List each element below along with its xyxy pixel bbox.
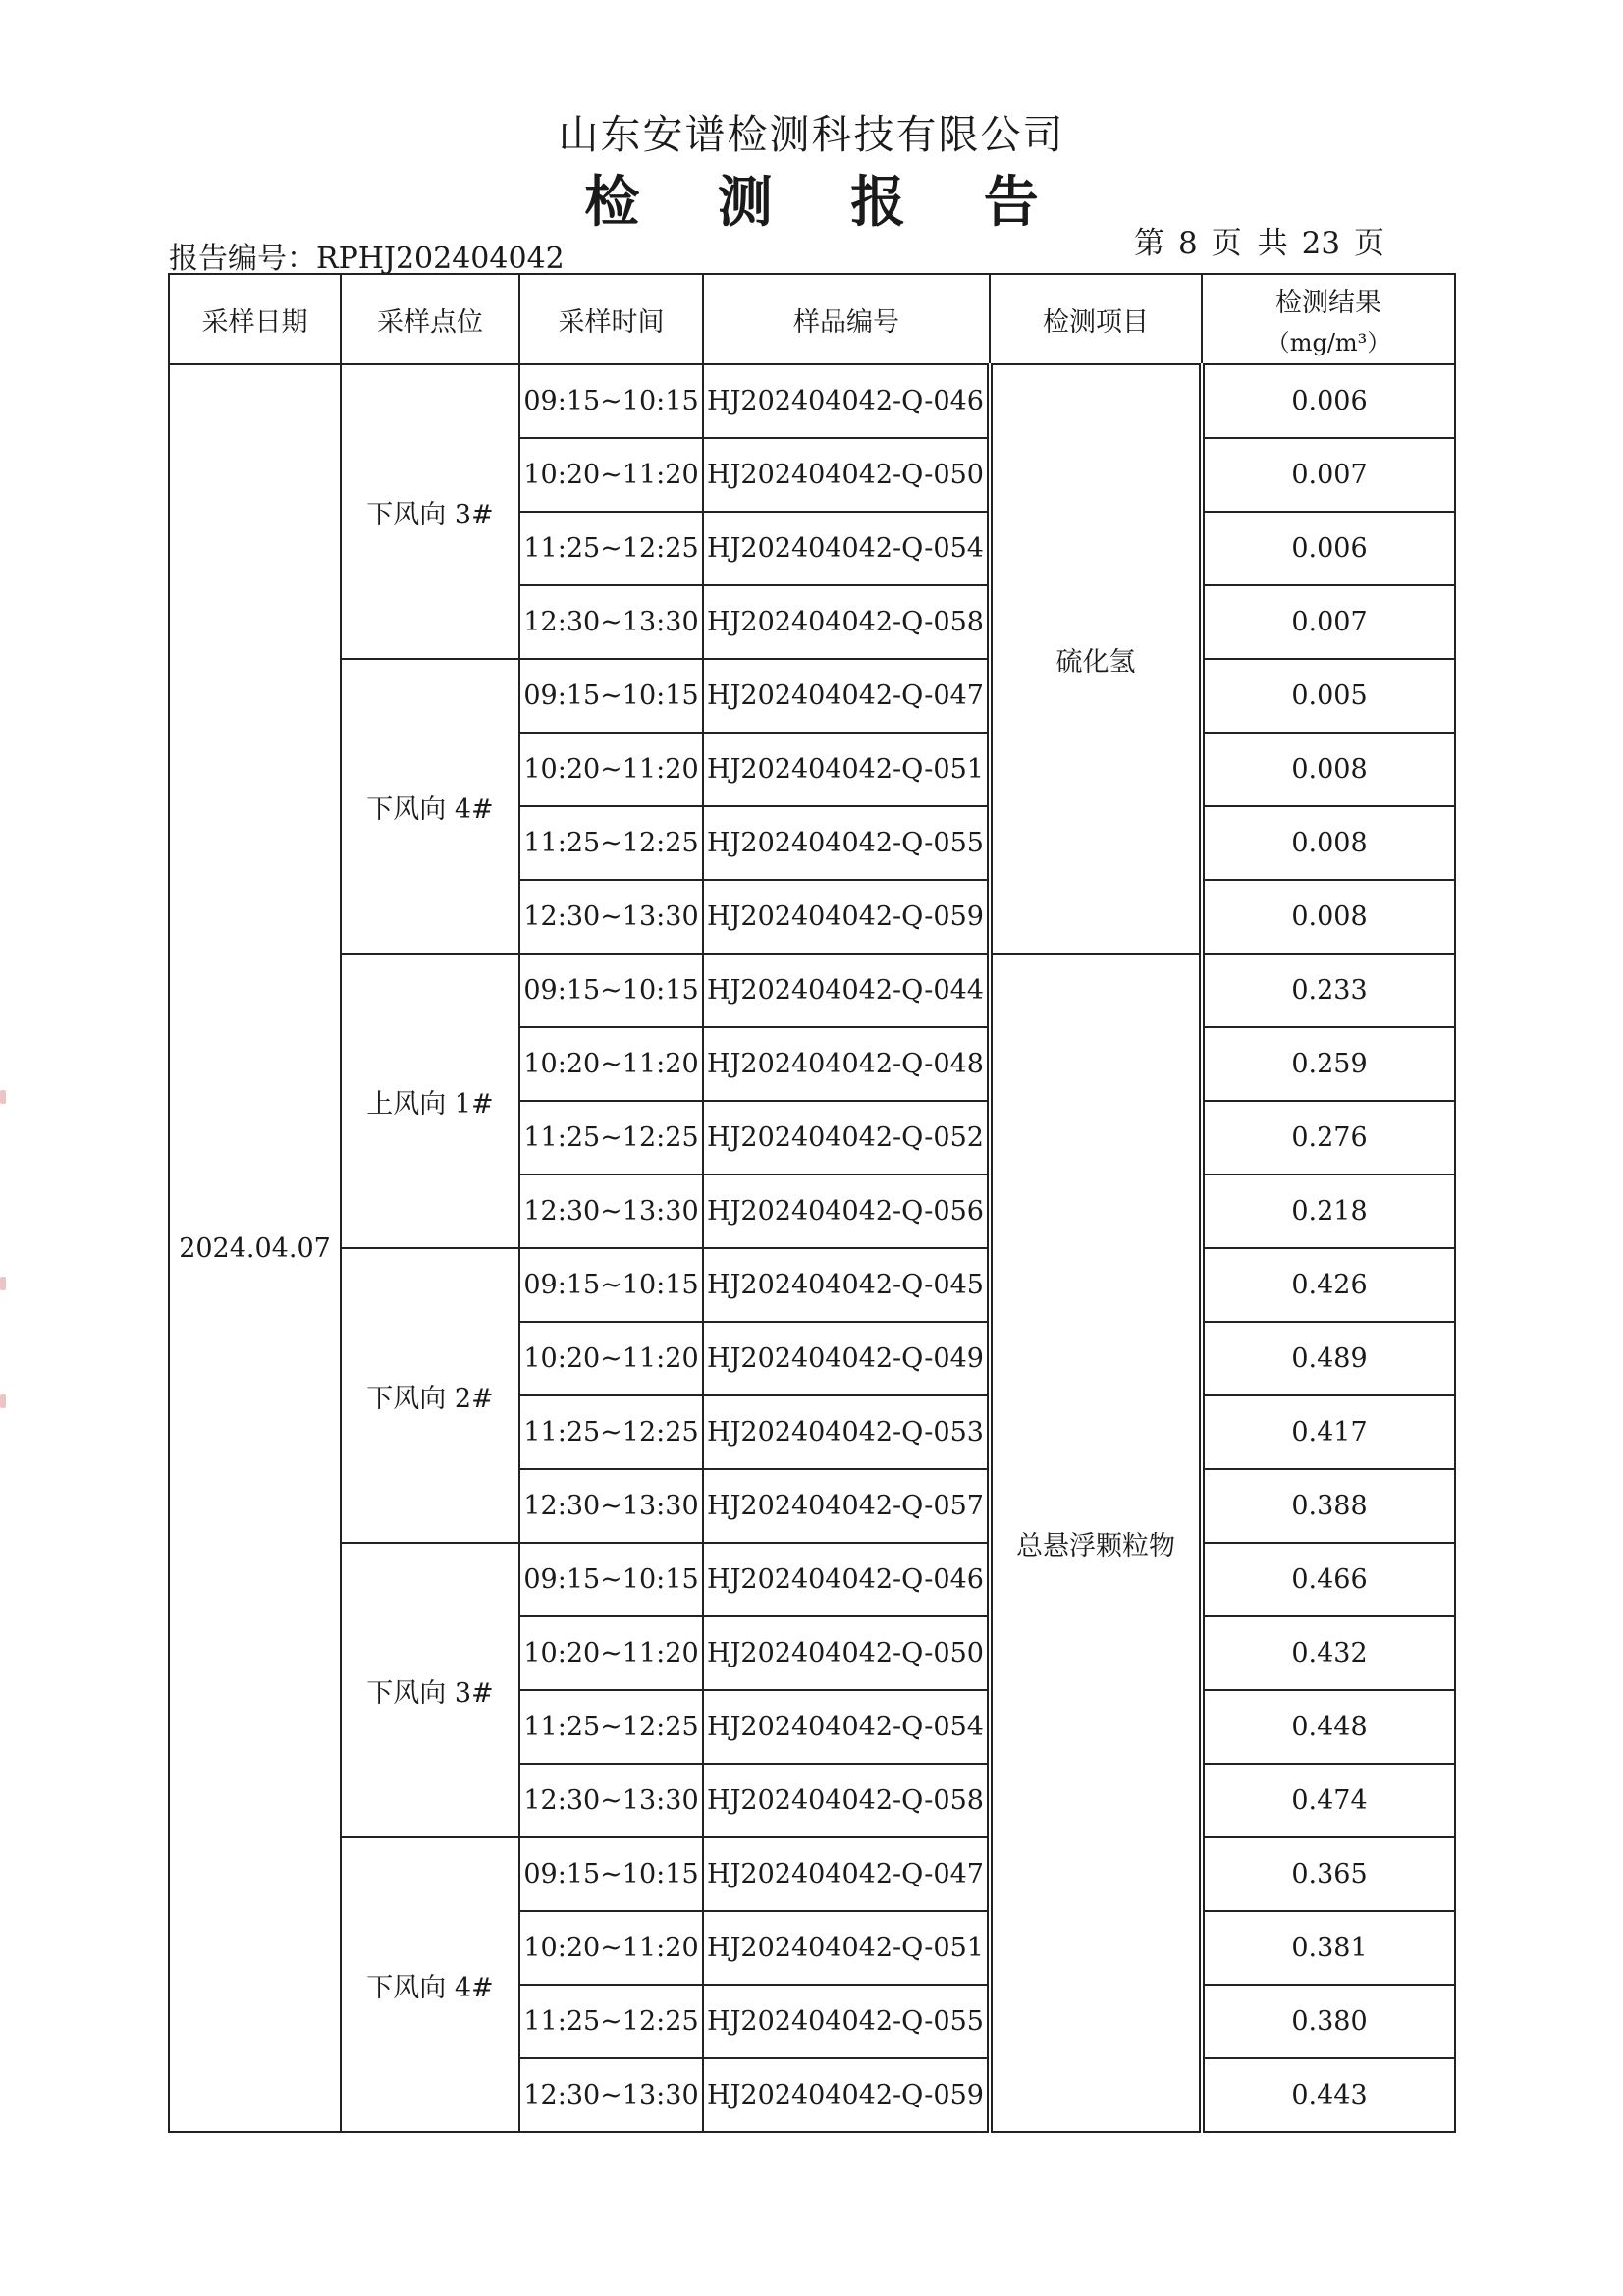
result-value-cell: 0.443 — [1202, 2058, 1455, 2132]
result-value-cell: 0.365 — [1202, 1837, 1455, 1911]
sampling-time-cell: 09:15~10:15 — [519, 954, 703, 1027]
page-suffix: 页 — [1354, 226, 1385, 261]
page-middle: 页 共 — [1211, 226, 1288, 261]
result-value-cell: 0.259 — [1202, 1027, 1455, 1101]
sampling-time-cell: 09:15~10:15 — [519, 1837, 703, 1911]
sampling-point-cell: 下风向 4# — [341, 659, 519, 954]
sample-id-cell: HJ202404042-Q-044 — [703, 954, 990, 1027]
result-value-cell: 0.276 — [1202, 1101, 1455, 1175]
sampling-time-cell: 09:15~10:15 — [519, 659, 703, 733]
sampling-time-cell: 10:20~11:20 — [519, 438, 703, 512]
table-row — [169, 1543, 1455, 1616]
sampling-time-cell: 12:30~13:30 — [519, 2058, 703, 2132]
sample-id-cell: HJ202404042-Q-055 — [703, 806, 990, 880]
result-value-cell: 0.007 — [1202, 438, 1455, 512]
sampling-time-cell: 11:25~12:25 — [519, 1395, 703, 1469]
result-value-cell: 0.006 — [1202, 364, 1455, 438]
page-total: 23 — [1301, 226, 1341, 261]
result-value-cell: 0.380 — [1202, 1985, 1455, 2058]
sampling-time-cell: 11:25~12:25 — [519, 806, 703, 880]
result-value-cell: 0.388 — [1202, 1469, 1455, 1543]
table-row — [169, 1837, 1455, 1911]
sampling-time-cell: 10:20~11:20 — [519, 1322, 703, 1395]
sampling-time-cell: 12:30~13:30 — [519, 585, 703, 659]
sample-id-cell: HJ202404042-Q-059 — [703, 2058, 990, 2132]
sampling-time-cell: 11:25~12:25 — [519, 1690, 703, 1764]
sampling-time-cell: 11:25~12:25 — [519, 1101, 703, 1175]
header-point: 采样点位 — [341, 274, 519, 364]
seal-edge-mark — [0, 1394, 6, 1408]
test-item-cell: 硫化氢 — [990, 364, 1202, 954]
header-result — [1202, 274, 1455, 364]
result-value-cell: 0.006 — [1202, 512, 1455, 585]
result-value-cell: 0.432 — [1202, 1616, 1455, 1690]
results-table — [168, 273, 1456, 2133]
sampling-time-cell: 12:30~13:30 — [519, 1469, 703, 1543]
sampling-point-cell: 下风向 3# — [341, 1543, 519, 1837]
sampling-date-cell: 2024.04.07 — [169, 364, 341, 2132]
result-value-cell: 0.008 — [1202, 880, 1455, 954]
sample-id-cell: HJ202404042-Q-049 — [703, 1322, 990, 1395]
sample-id-cell: HJ202404042-Q-047 — [703, 1837, 990, 1911]
report-number: 报告编号：RPHJ202404042 — [169, 242, 565, 276]
sampling-time-cell: 11:25~12:25 — [519, 512, 703, 585]
sample-id-cell: HJ202404042-Q-058 — [703, 585, 990, 659]
sample-id-cell: HJ202404042-Q-055 — [703, 1985, 990, 2058]
header-sample-id: 样品编号 — [703, 274, 990, 364]
sample-id-cell: HJ202404042-Q-047 — [703, 659, 990, 733]
result-value-cell: 0.218 — [1202, 1175, 1455, 1248]
sampling-time-cell: 12:30~13:30 — [519, 1764, 703, 1837]
sampling-point-cell: 上风向 1# — [341, 954, 519, 1248]
table-row — [169, 1248, 1455, 1322]
sample-id-cell: HJ202404042-Q-054 — [703, 512, 990, 585]
sampling-time-cell: 09:15~10:15 — [519, 364, 703, 438]
result-value-cell: 0.007 — [1202, 585, 1455, 659]
sampling-time-cell: 11:25~12:25 — [519, 1985, 703, 2058]
seal-edge-mark — [0, 1090, 6, 1104]
sample-id-cell: HJ202404042-Q-046 — [703, 364, 990, 438]
result-value-cell: 0.381 — [1202, 1911, 1455, 1985]
test-item-cell: 总悬浮颗粒物 — [990, 954, 1202, 2132]
sampling-time-cell: 10:20~11:20 — [519, 733, 703, 806]
seal-edge-mark — [0, 1277, 6, 1290]
document-title: 检 测 报 告 — [584, 170, 1068, 235]
result-value-cell: 0.466 — [1202, 1543, 1455, 1616]
sampling-time-cell: 10:20~11:20 — [519, 1911, 703, 1985]
sampling-time-cell: 10:20~11:20 — [519, 1616, 703, 1690]
sample-id-cell: HJ202404042-Q-050 — [703, 438, 990, 512]
sampling-time-cell: 12:30~13:30 — [519, 1175, 703, 1248]
header-result-label: 检测结果 — [1275, 288, 1381, 318]
sample-id-cell: HJ202404042-Q-046 — [703, 1543, 990, 1616]
sampling-time-cell: 09:15~10:15 — [519, 1248, 703, 1322]
sample-id-cell: HJ202404042-Q-057 — [703, 1469, 990, 1543]
sample-id-cell: HJ202404042-Q-048 — [703, 1027, 990, 1101]
table-row — [169, 954, 1455, 1027]
sampling-time-cell: 10:20~11:20 — [519, 1027, 703, 1101]
sampling-time-cell: 12:30~13:30 — [519, 880, 703, 954]
sampling-point-cell: 下风向 4# — [341, 1837, 519, 2132]
sampling-time-cell: 09:15~10:15 — [519, 1543, 703, 1616]
table-row — [169, 364, 1455, 438]
result-value-cell: 0.417 — [1202, 1395, 1455, 1469]
result-value-cell: 0.474 — [1202, 1764, 1455, 1837]
sample-id-cell: HJ202404042-Q-051 — [703, 733, 990, 806]
sample-id-cell: HJ202404042-Q-050 — [703, 1616, 990, 1690]
result-value-cell: 0.448 — [1202, 1690, 1455, 1764]
sampling-point-cell: 下风向 2# — [341, 1248, 519, 1543]
header-item: 检测项目 — [990, 274, 1202, 364]
result-value-cell: 0.008 — [1202, 806, 1455, 880]
company-name: 山东安谱检测科技有限公司 — [558, 111, 1065, 158]
sample-id-cell: HJ202404042-Q-059 — [703, 880, 990, 954]
header-result-unit: （mg/m³） — [1266, 329, 1391, 356]
table-row — [169, 659, 1455, 733]
header-time: 采样时间 — [519, 274, 703, 364]
table-header-row — [169, 274, 1455, 364]
result-value-cell: 0.005 — [1202, 659, 1455, 733]
result-value-cell: 0.426 — [1202, 1248, 1455, 1322]
page-indicator — [1127, 218, 1391, 262]
sample-id-cell: HJ202404042-Q-045 — [703, 1248, 990, 1322]
sample-id-cell: HJ202404042-Q-054 — [703, 1690, 990, 1764]
sample-id-cell: HJ202404042-Q-058 — [703, 1764, 990, 1837]
sample-id-cell: HJ202404042-Q-053 — [703, 1395, 990, 1469]
result-value-cell: 0.233 — [1202, 954, 1455, 1027]
result-value-cell: 0.008 — [1202, 733, 1455, 806]
result-value-cell: 0.489 — [1202, 1322, 1455, 1395]
sampling-point-cell: 下风向 3# — [341, 364, 519, 659]
page-number: 8 — [1178, 226, 1198, 261]
sample-id-cell: HJ202404042-Q-052 — [703, 1101, 990, 1175]
page-prefix: 第 — [1134, 226, 1164, 261]
header-date: 采样日期 — [169, 274, 341, 364]
sample-id-cell: HJ202404042-Q-051 — [703, 1911, 990, 1985]
sample-id-cell: HJ202404042-Q-056 — [703, 1175, 990, 1248]
